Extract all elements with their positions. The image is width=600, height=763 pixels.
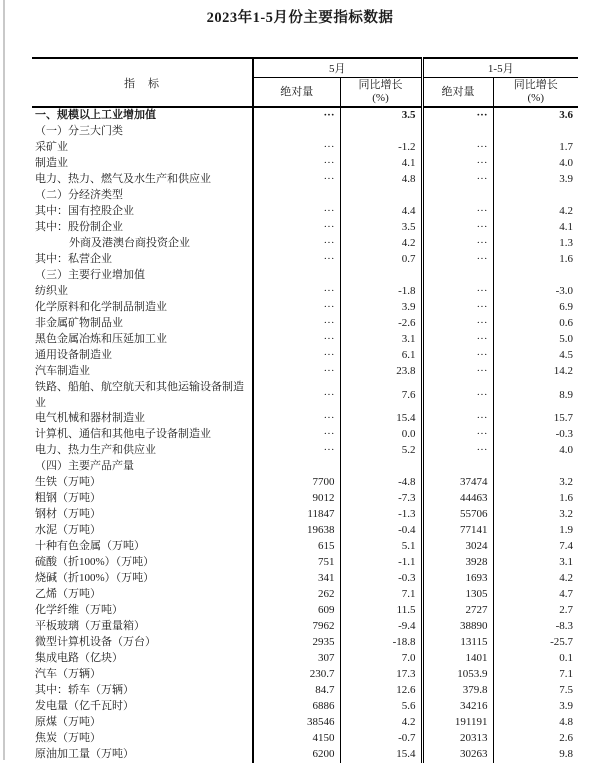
cell-janmay-absolute: ··· <box>422 236 493 252</box>
cell-may-absolute <box>253 268 340 284</box>
row-label: 粗钢（万吨） <box>32 491 253 507</box>
row-label: 其中：轿车（万辆） <box>32 683 253 699</box>
cell-janmay-yoy: 1.3 <box>559 237 574 250</box>
cell-may-yoy <box>340 188 422 204</box>
table-row <box>32 252 578 268</box>
table-row <box>32 427 578 443</box>
cell-may-absolute: ··· <box>253 300 340 316</box>
row-label: 通用设备制造业 <box>32 348 253 364</box>
cell-janmay-yoy: 4.2 <box>559 205 574 218</box>
yoy-unit: (%) <box>527 92 544 104</box>
cell-janmay-absolute <box>422 124 493 140</box>
cell-janmay-yoy <box>493 188 578 204</box>
cell-janmay-yoy: 1.9 <box>559 524 574 537</box>
col-header-janmay-yoy <box>493 78 578 108</box>
cell-janmay-absolute: ··· <box>422 284 493 300</box>
cell-janmay-yoy: 4.5 <box>559 349 574 362</box>
table-row <box>32 204 578 220</box>
cell-janmay-absolute <box>422 188 493 204</box>
table-row <box>32 364 578 380</box>
table-header <box>32 58 578 107</box>
table-row <box>32 348 578 364</box>
cell-may-yoy: 4.2 <box>340 715 422 731</box>
cell-may-absolute: ··· <box>253 284 340 300</box>
row-label: 烧碱（折100%）（万吨） <box>32 571 253 587</box>
table-row <box>32 268 578 284</box>
cell-may-yoy: 23.8 <box>340 364 422 380</box>
table-row <box>32 507 578 523</box>
yoy-label: 同比增长 <box>513 79 558 91</box>
cell-may-absolute: 11847 <box>253 507 340 523</box>
cell-may-yoy: -0.7 <box>340 731 422 747</box>
cell-may-yoy: 0.7 <box>340 252 422 268</box>
table-row <box>32 380 578 411</box>
cell-may-yoy: 4.2 <box>340 236 422 252</box>
row-label: （四）主要产品产量 <box>32 459 253 475</box>
cell-janmay-absolute <box>422 459 493 475</box>
table-row <box>32 635 578 651</box>
cell-janmay-yoy <box>493 124 578 140</box>
cell-janmay-absolute: 3928 <box>422 555 493 571</box>
cell-may-absolute: ··· <box>253 443 340 459</box>
row-label: 铁路、船舶、航空航天和其他运输设备制造业 <box>32 380 253 411</box>
row-label: 钢材（万吨） <box>32 507 253 523</box>
cell-may-absolute: ··· <box>253 348 340 364</box>
cell-janmay-yoy: 7.5 <box>559 684 574 697</box>
cell-janmay-absolute: 13115 <box>422 635 493 651</box>
cell-may-yoy: 6.1 <box>340 348 422 364</box>
cell-janmay-yoy <box>493 268 578 284</box>
cell-may-absolute <box>253 459 340 475</box>
table-row <box>32 236 578 252</box>
cell-janmay-absolute: ··· <box>422 220 493 236</box>
cell-janmay-absolute: 1305 <box>422 587 493 603</box>
cell-janmay-yoy: 3.2 <box>559 476 574 489</box>
cell-janmay-absolute: 20313 <box>422 731 493 747</box>
col-header-indicator: 指 标 <box>32 58 253 107</box>
table-row <box>32 539 578 555</box>
row-label: 发电量（亿千瓦时） <box>32 699 253 715</box>
cell-may-yoy: 5.1 <box>340 539 422 555</box>
cell-may-absolute: 609 <box>253 603 340 619</box>
table-row <box>32 411 578 427</box>
cell-janmay-absolute: 191191 <box>422 715 493 731</box>
table-row <box>32 156 578 172</box>
row-label: 其中：股份制企业 <box>32 220 253 236</box>
row-label: 硫酸（折100%）（万吨） <box>32 555 253 571</box>
cell-may-yoy: 11.5 <box>340 603 422 619</box>
table-row <box>32 220 578 236</box>
cell-may-absolute <box>253 124 340 140</box>
table-body <box>32 107 578 763</box>
cell-may-absolute: ··· <box>253 380 340 411</box>
yoy-unit: (%) <box>372 92 389 104</box>
cell-may-absolute: 341 <box>253 571 340 587</box>
cell-may-absolute: ··· <box>253 172 340 188</box>
row-label: 电气机械和器材制造业 <box>32 411 253 427</box>
cell-may-absolute: 9012 <box>253 491 340 507</box>
cell-may-absolute: 84.7 <box>253 683 340 699</box>
cell-may-yoy: 3.9 <box>340 300 422 316</box>
cell-may-absolute: 7962 <box>253 619 340 635</box>
cell-janmay-yoy: 2.6 <box>559 732 574 745</box>
cell-may-absolute: 38546 <box>253 715 340 731</box>
cell-janmay-absolute: 2727 <box>422 603 493 619</box>
cell-may-absolute: 6200 <box>253 747 340 763</box>
row-label: 汽车（万辆） <box>32 667 253 683</box>
cell-janmay-yoy: 9.8 <box>559 748 574 761</box>
row-label: 外商及港澳台商投资企业 <box>32 236 253 252</box>
table-row <box>32 587 578 603</box>
row-label: 乙烯（万吨） <box>32 587 253 603</box>
cell-may-yoy: 12.6 <box>340 683 422 699</box>
cell-may-yoy: 17.3 <box>340 667 422 683</box>
table-row <box>32 459 578 475</box>
cell-janmay-absolute: 37474 <box>422 475 493 491</box>
table-row <box>32 284 578 300</box>
table-row <box>32 124 578 140</box>
cell-may-absolute: ··· <box>253 252 340 268</box>
cell-janmay-absolute: 55706 <box>422 507 493 523</box>
table-row <box>32 651 578 667</box>
col-header-may: 5月 <box>253 58 422 78</box>
cell-may-absolute: ··· <box>253 316 340 332</box>
cell-janmay-absolute: 379.8 <box>422 683 493 699</box>
table-row <box>32 188 578 204</box>
cell-janmay-yoy: 3.2 <box>559 508 574 521</box>
table-row <box>32 523 578 539</box>
table-row <box>32 619 578 635</box>
cell-janmay-yoy: 3.9 <box>559 173 574 186</box>
cell-janmay-absolute: 34216 <box>422 699 493 715</box>
cell-janmay-absolute: ··· <box>422 364 493 380</box>
cell-janmay-yoy: 4.7 <box>559 588 574 601</box>
cell-may-yoy: -2.6 <box>340 316 422 332</box>
cell-may-yoy: 5.2 <box>340 443 422 459</box>
row-label: 集成电路（亿块） <box>32 651 253 667</box>
cell-may-absolute: 6886 <box>253 699 340 715</box>
cell-may-yoy <box>340 124 422 140</box>
cell-may-yoy: -4.8 <box>340 475 422 491</box>
cell-janmay-absolute: ··· <box>422 411 493 427</box>
cell-janmay-absolute: 3024 <box>422 539 493 555</box>
col-header-janmay-absolute: 绝对量 <box>422 78 493 108</box>
cell-janmay-yoy: 1.7 <box>559 141 574 154</box>
cell-may-absolute: ··· <box>253 364 340 380</box>
indicators-table <box>32 57 578 763</box>
row-label: 计算机、通信和其他电子设备制造业 <box>32 427 253 443</box>
cell-may-absolute: 230.7 <box>253 667 340 683</box>
table-row <box>32 316 578 332</box>
table-row <box>32 699 578 715</box>
cell-janmay-yoy: 4.0 <box>559 157 574 170</box>
row-label: （三）主要行业增加值 <box>32 268 253 284</box>
cell-may-yoy: -1.1 <box>340 555 422 571</box>
row-label: 原煤（万吨） <box>32 715 253 731</box>
cell-janmay-absolute: ··· <box>422 427 493 443</box>
cell-may-yoy <box>340 459 422 475</box>
row-label: 其中：国有控股企业 <box>32 204 253 220</box>
cell-may-yoy: -1.3 <box>340 507 422 523</box>
table-row <box>32 715 578 731</box>
cell-may-yoy: 3.5 <box>340 220 422 236</box>
cell-janmay-yoy: 6.9 <box>559 301 574 314</box>
cell-janmay-yoy: 0.1 <box>559 652 574 665</box>
cell-janmay-absolute: ··· <box>422 156 493 172</box>
cell-may-absolute: 19638 <box>253 523 340 539</box>
row-label: 汽车制造业 <box>32 364 253 380</box>
cell-may-yoy: 4.8 <box>340 172 422 188</box>
table-row <box>32 571 578 587</box>
cell-may-absolute: 751 <box>253 555 340 571</box>
row-label: 纺织业 <box>32 284 253 300</box>
cell-may-yoy: -0.4 <box>340 523 422 539</box>
cell-may-yoy: 7.0 <box>340 651 422 667</box>
cell-janmay-yoy: -8.3 <box>555 620 574 633</box>
table-row <box>32 332 578 348</box>
row-label: 化学原料和化学制品制造业 <box>32 300 253 316</box>
cell-may-yoy: -9.4 <box>340 619 422 635</box>
cell-may-yoy: 7.6 <box>340 380 422 411</box>
col-header-may-yoy <box>340 78 422 108</box>
row-label: 生铁（万吨） <box>32 475 253 491</box>
cell-janmay-yoy: 1.6 <box>559 253 574 266</box>
cell-may-absolute: ··· <box>253 427 340 443</box>
table-row <box>32 683 578 699</box>
cell-janmay-yoy: -0.3 <box>555 428 574 441</box>
cell-may-yoy: 0.0 <box>340 427 422 443</box>
cell-janmay-yoy: -25.7 <box>550 636 574 649</box>
cell-janmay-absolute: ··· <box>422 316 493 332</box>
table-row <box>32 731 578 747</box>
row-label: 采矿业 <box>32 140 253 156</box>
row-label: 十种有色金属（万吨） <box>32 539 253 555</box>
cell-may-yoy: -18.8 <box>340 635 422 651</box>
cell-may-yoy: 4.1 <box>340 156 422 172</box>
cell-janmay-absolute: 44463 <box>422 491 493 507</box>
cell-may-absolute: ··· <box>253 156 340 172</box>
table-row <box>32 140 578 156</box>
cell-may-absolute: 7700 <box>253 475 340 491</box>
cell-may-yoy: 4.4 <box>340 204 422 220</box>
table-row <box>32 300 578 316</box>
cell-janmay-yoy: 0.6 <box>559 317 574 330</box>
cell-may-yoy: -1.8 <box>340 284 422 300</box>
cell-janmay-yoy: 15.7 <box>553 412 574 425</box>
col-header-may-absolute: 绝对量 <box>253 78 340 108</box>
cell-janmay-yoy: -3.0 <box>555 285 574 298</box>
cell-may-absolute: 262 <box>253 587 340 603</box>
table-row <box>32 603 578 619</box>
cell-may-absolute: ··· <box>253 332 340 348</box>
cell-janmay-yoy: 5.0 <box>559 333 574 346</box>
cell-janmay-yoy: 4.2 <box>559 572 574 585</box>
cell-may-yoy: 5.6 <box>340 699 422 715</box>
cell-janmay-yoy: 14.2 <box>553 365 574 378</box>
cell-janmay-absolute: ··· <box>422 252 493 268</box>
cell-janmay-absolute: 30263 <box>422 747 493 763</box>
row-label: 原油加工量（万吨） <box>32 747 253 763</box>
table-row <box>32 107 578 124</box>
cell-janmay-absolute: ··· <box>422 172 493 188</box>
row-label: 平板玻璃（万重量箱） <box>32 619 253 635</box>
cell-janmay-yoy: 1.6 <box>559 492 574 505</box>
row-label: 焦炭（万吨） <box>32 731 253 747</box>
row-label: 电力、热力生产和供应业 <box>32 443 253 459</box>
cell-janmay-yoy: 4.1 <box>559 221 574 234</box>
cell-may-yoy: 15.4 <box>340 747 422 763</box>
row-label: 非金属矿物制品业 <box>32 316 253 332</box>
cell-janmay-absolute: ··· <box>422 332 493 348</box>
row-label: （一）分三大门类 <box>32 124 253 140</box>
cell-janmay-absolute: ··· <box>422 348 493 364</box>
header-group-row <box>32 58 578 78</box>
cell-janmay-yoy: 3.6 <box>559 109 574 122</box>
row-label: （二）分经济类型 <box>32 188 253 204</box>
cell-may-yoy: 3.1 <box>340 332 422 348</box>
table-row <box>32 172 578 188</box>
cell-may-yoy: -0.3 <box>340 571 422 587</box>
table-row <box>32 475 578 491</box>
yoy-label: 同比增长 <box>358 79 403 91</box>
row-label: 一、规模以上工业增加值 <box>32 107 253 124</box>
cell-janmay-absolute: 1693 <box>422 571 493 587</box>
cell-janmay-absolute: 38890 <box>422 619 493 635</box>
table-row <box>32 667 578 683</box>
cell-janmay-absolute: 1053.9 <box>422 667 493 683</box>
cell-may-yoy: 15.4 <box>340 411 422 427</box>
cell-janmay-yoy <box>493 459 578 475</box>
cell-janmay-yoy: 2.7 <box>559 604 574 617</box>
cell-may-absolute: 615 <box>253 539 340 555</box>
cell-may-absolute: 307 <box>253 651 340 667</box>
row-label: 电力、热力、燃气及水生产和供应业 <box>32 172 253 188</box>
cell-may-yoy: -7.3 <box>340 491 422 507</box>
row-label: 其中：私营企业 <box>32 252 253 268</box>
table-row <box>32 555 578 571</box>
row-label: 化学纤维（万吨） <box>32 603 253 619</box>
table-row <box>32 747 578 763</box>
cell-may-absolute: 2935 <box>253 635 340 651</box>
cell-janmay-yoy: 4.0 <box>559 444 574 457</box>
table-row <box>32 443 578 459</box>
cell-janmay-yoy: 3.9 <box>559 700 574 713</box>
cell-janmay-absolute: 77141 <box>422 523 493 539</box>
row-label: 微型计算机设备（万台） <box>32 635 253 651</box>
row-label: 黑色金属冶炼和压延加工业 <box>32 332 253 348</box>
cell-may-absolute: ··· <box>253 204 340 220</box>
cell-janmay-absolute: ··· <box>422 380 493 411</box>
cell-janmay-yoy: 4.8 <box>559 716 574 729</box>
cell-may-absolute: ··· <box>253 140 340 156</box>
cell-may-absolute: ··· <box>253 107 340 124</box>
cell-may-yoy: 7.1 <box>340 587 422 603</box>
page-edge-line <box>3 0 5 760</box>
page-title: 2023年1-5月份主要指标数据 <box>206 10 394 26</box>
cell-janmay-yoy: 7.4 <box>559 540 574 553</box>
cell-may-absolute: ··· <box>253 220 340 236</box>
cell-may-absolute: ··· <box>253 411 340 427</box>
cell-janmay-absolute <box>422 268 493 284</box>
cell-janmay-yoy: 7.1 <box>559 668 574 681</box>
cell-may-absolute <box>253 188 340 204</box>
cell-may-yoy: 3.5 <box>340 107 422 124</box>
cell-janmay-absolute: ··· <box>422 107 493 124</box>
cell-may-yoy: -1.2 <box>340 140 422 156</box>
cell-janmay-absolute: ··· <box>422 443 493 459</box>
table-row <box>32 491 578 507</box>
cell-may-absolute: ··· <box>253 236 340 252</box>
cell-janmay-yoy: 3.1 <box>559 556 574 569</box>
cell-may-yoy <box>340 268 422 284</box>
cell-janmay-yoy: 8.9 <box>559 388 574 401</box>
col-header-jan-may: 1-5月 <box>422 58 578 78</box>
cell-janmay-absolute: 1401 <box>422 651 493 667</box>
row-label: 水泥（万吨） <box>32 523 253 539</box>
row-label: 制造业 <box>32 156 253 172</box>
cell-janmay-absolute: ··· <box>422 300 493 316</box>
cell-janmay-absolute: ··· <box>422 204 493 220</box>
cell-may-absolute: 4150 <box>253 731 340 747</box>
cell-janmay-absolute: ··· <box>422 140 493 156</box>
